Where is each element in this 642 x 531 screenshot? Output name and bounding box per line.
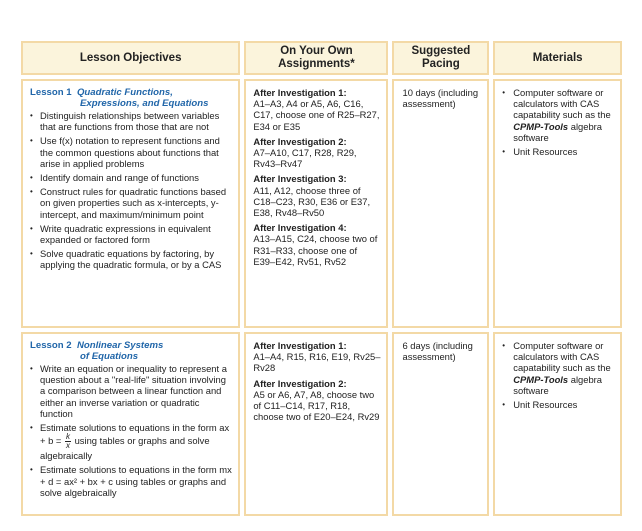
investigation-assignments: A13–A15, C24, choose two of R31–R33, choose one of E39–E42, Rv51, Rv52: [253, 233, 378, 267]
objective-item: • Estimate solutions to equations in the form mx + d = ax² + bx + c using tables or graphs and solve algebraically: [30, 464, 232, 498]
objective-item: • Solve quadratic equations by factoring, by applying the quadratic formula, or by a CAS: [30, 248, 232, 270]
lesson-1-objective-list: [30, 110, 232, 271]
lesson-1-pacing-cell: [392, 79, 489, 328]
lesson-2-objectives-cell: [21, 332, 240, 516]
lesson-1-assignments-cell: [244, 79, 388, 328]
objective-item: • Estimate solutions to equations in the form ax + b = $\frac{k}{x}$ using tables or graphs and solve algebraically: [30, 422, 232, 461]
material-item: • Computer software or calculators with CAS capatability such as the CPMP-Tools algebra software: [502, 340, 614, 396]
objective-item: • Distinguish relationships between variables that are functions from those that are not: [30, 110, 232, 132]
lesson-1-pacing: 10 days (including assessment): [402, 87, 479, 109]
objective-item: • Write quadratic expressions in equivalent expanded or factored form: [30, 223, 232, 245]
header-pacing: Suggested Pacing: [392, 41, 489, 75]
lesson-2-pacing-cell: [392, 332, 489, 516]
lesson-plan-page: [19, 37, 624, 520]
material-item: • Computer software or calculators with CAS capatability such as the CPMP-Tools algebra software: [502, 87, 614, 143]
investigation-assignments: A7–A10, C17, R28, R29, Rv43–Rv47: [253, 147, 357, 170]
header-objectives: Lesson Objectives: [21, 41, 240, 75]
lesson-2-materials-cell: [493, 332, 622, 516]
header-assignments: On Your Own Assignments*: [244, 41, 388, 75]
header-materials: Materials: [493, 41, 622, 75]
material-item: • Unit Resources: [502, 146, 614, 157]
investigation-assignments: A5 or A6, A7, A8, choose two of C11–C14, R17, R18, choose two of E20–E24, Rv29: [253, 388, 380, 423]
material-item: • Unit Resources: [502, 399, 614, 410]
lesson-1-materials-list: [502, 87, 614, 157]
lesson-2-assignments-cell: [244, 332, 388, 516]
lesson-2-objective-list: [30, 363, 232, 498]
lesson-2-row: [21, 332, 622, 516]
investigation-assignments: A11, A12, choose three of C18–C23, R30, E36 or E37, E38, Rv48–Rv50: [253, 184, 371, 219]
lesson-plan-table: [17, 37, 626, 520]
fraction-k-over-x: $\frac{k}{x}$: [65, 432, 70, 451]
investigation-assignments: A1–A3, A4 or A5, A6, C16, C17, choose one of R25–R27, E34 or E35: [253, 98, 380, 132]
lesson-1-row: [21, 79, 622, 328]
lesson-2-title: Lesson 2 Nonlinear Systems of Equations: [30, 340, 164, 362]
lesson-2-pacing: 6 days (including assessment): [402, 340, 473, 362]
lesson-1-objectives-cell: [21, 79, 240, 328]
lesson-1-title: Lesson 1 Quadratic Functions, Expressions, and Equations: [30, 87, 209, 109]
investigation-heading: After Investigation 1:: [253, 340, 347, 351]
objective-item: • Use f(x) notation to represent functions and the common questions about functions that arise in applied problems: [30, 135, 232, 169]
objective-item: • Identify domain and range of functions: [30, 172, 232, 183]
objective-item: • Construct rules for quadratic functions based on given properties such as x-intercepts, y-intercept, and maximum/minimum point: [30, 186, 232, 220]
lesson-1-materials-cell: [493, 79, 622, 328]
objective-item: • Write an equation or inequality to represent a question about a "real-life" situation involving a comparison between a linear function and either an inverse variation or quadratic function: [30, 363, 232, 419]
investigation-heading: After Investigation 1:: [253, 87, 347, 98]
investigation-heading: After Investigation 4:: [253, 222, 347, 234]
investigation-heading: After Investigation 3:: [253, 173, 347, 185]
header-row: [21, 41, 622, 75]
investigation-assignments: A1–A4, R15, R16, E19, Rv25–Rv28: [253, 351, 381, 374]
lesson-2-materials-list: [502, 340, 614, 410]
investigation-heading: After Investigation 2:: [253, 135, 347, 147]
investigation-heading: After Investigation 2:: [253, 377, 347, 389]
